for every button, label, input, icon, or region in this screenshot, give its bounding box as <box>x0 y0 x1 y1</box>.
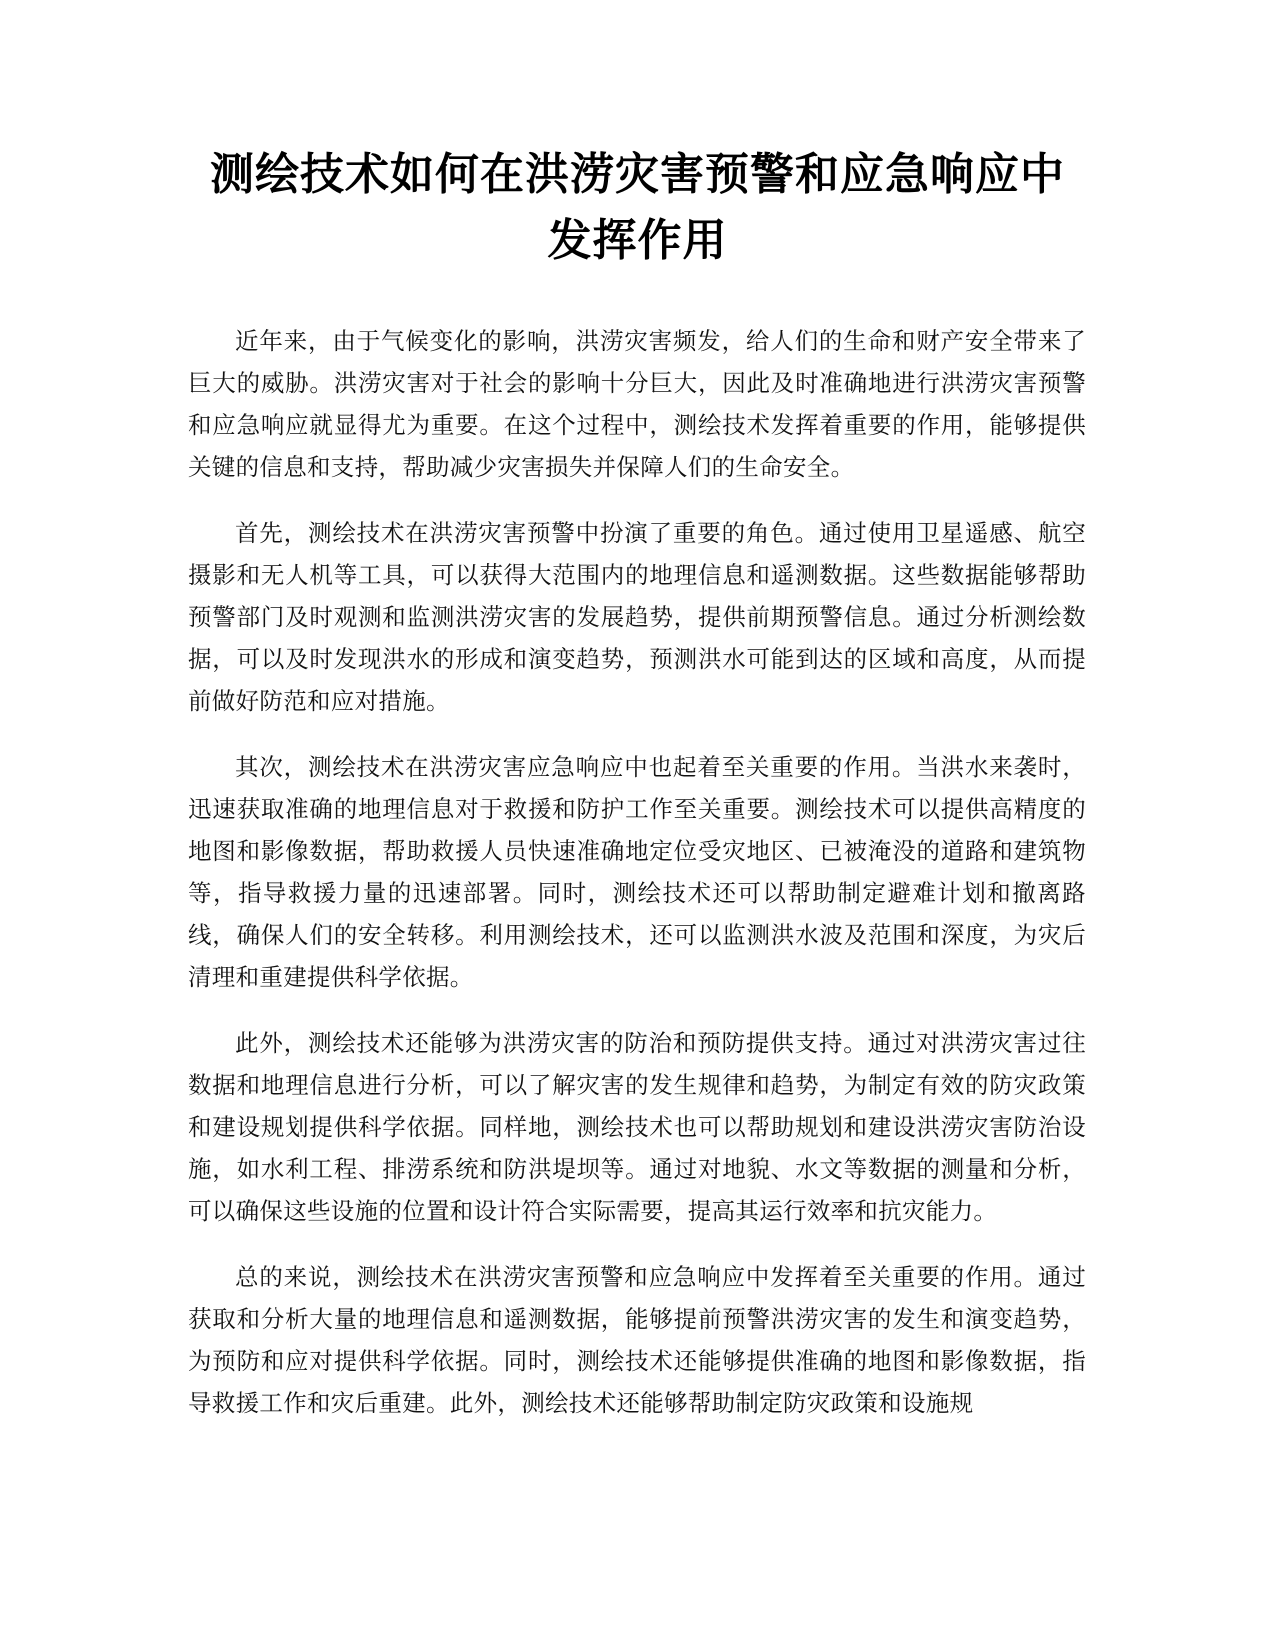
paragraph-4: 此外，测绘技术还能够为洪涝灾害的防治和预防提供支持。通过对洪涝灾害过往数据和地理信息进行分析，可以了解灾害的发生规律和趋势，为制定有效的防灾政策和建设规划提供科学依据。同样地，测绘技术也可以帮助规划和建设洪涝灾害防治设施，如水利工程、排涝系统和防洪堤坝等。通过对地貌、水文等数据的测量和分析，可以确保这些设施的位置和设计符合实际需要，提高其运行效率和抗灾能力。 <box>188 1029 1086 1225</box>
paragraph-5: 总的来说，测绘技术在洪涝灾害预警和应急响应中发挥着至关重要的作用。通过获取和分析大量的地理信息和遥测数据，能够提前预警洪涝灾害的发生和演变趋势，为预防和应对提供科学依据。同时，测绘技术还能够提供准确的地图和影像数据，指导救援工作和灾后重建。此外，测绘技术还能够帮助制定防灾政策和设施规 <box>188 1263 1086 1417</box>
title-line-2: 发挥作用 <box>547 215 728 266</box>
paragraph-3: 其次，测绘技术在洪涝灾害应急响应中也起着至关重要的作用。当洪水来袭时，迅速获取准确的地理信息对于救援和防护工作至关重要。测绘技术可以提供高精度的地图和影像数据，帮助救援人员快速准确地定位受灾地区、已被淹没的道路和建筑物等，指导救援力量的迅速部署。同时，测绘技术还可以帮助制定避难计划和撤离路线，确保人们的安全转移。利用测绘技术，还可以监测洪水波及范围和深度，为灾后清理和重建提供科学依据。 <box>188 753 1086 991</box>
title-line-1: 测绘技术如何在洪涝灾害预警和应急响应中 <box>210 149 1065 200</box>
paragraph-2: 首先，测绘技术在洪涝灾害预警中扮演了重要的角色。通过使用卫星遥感、航空摄影和无人机等工具，可以获得大范围内的地理信息和遥测数据。这些数据能够帮助预警部门及时观测和监测洪涝灾害的发展趋势，提供前期预警信息。通过分析测绘数据，可以及时发现洪水的形成和演变趋势，预测洪水可能到达的区域和高度，从而提前做好防范和应对措施。 <box>188 519 1086 715</box>
document-title <box>183 142 1092 274</box>
paragraph-1: 近年来，由于气候变化的影响，洪涝灾害频发，给人们的生命和财产安全带来了巨大的威胁。洪涝灾害对于社会的影响十分巨大，因此及时准确地进行洪涝灾害预警和应急响应就显得尤为重要。在这个过程中，测绘技术发挥着重要的作用，能够提供关键的信息和支持，帮助减少灾害损失并保障人们的生命安全。 <box>188 327 1086 481</box>
document-body <box>188 320 1086 1448</box>
